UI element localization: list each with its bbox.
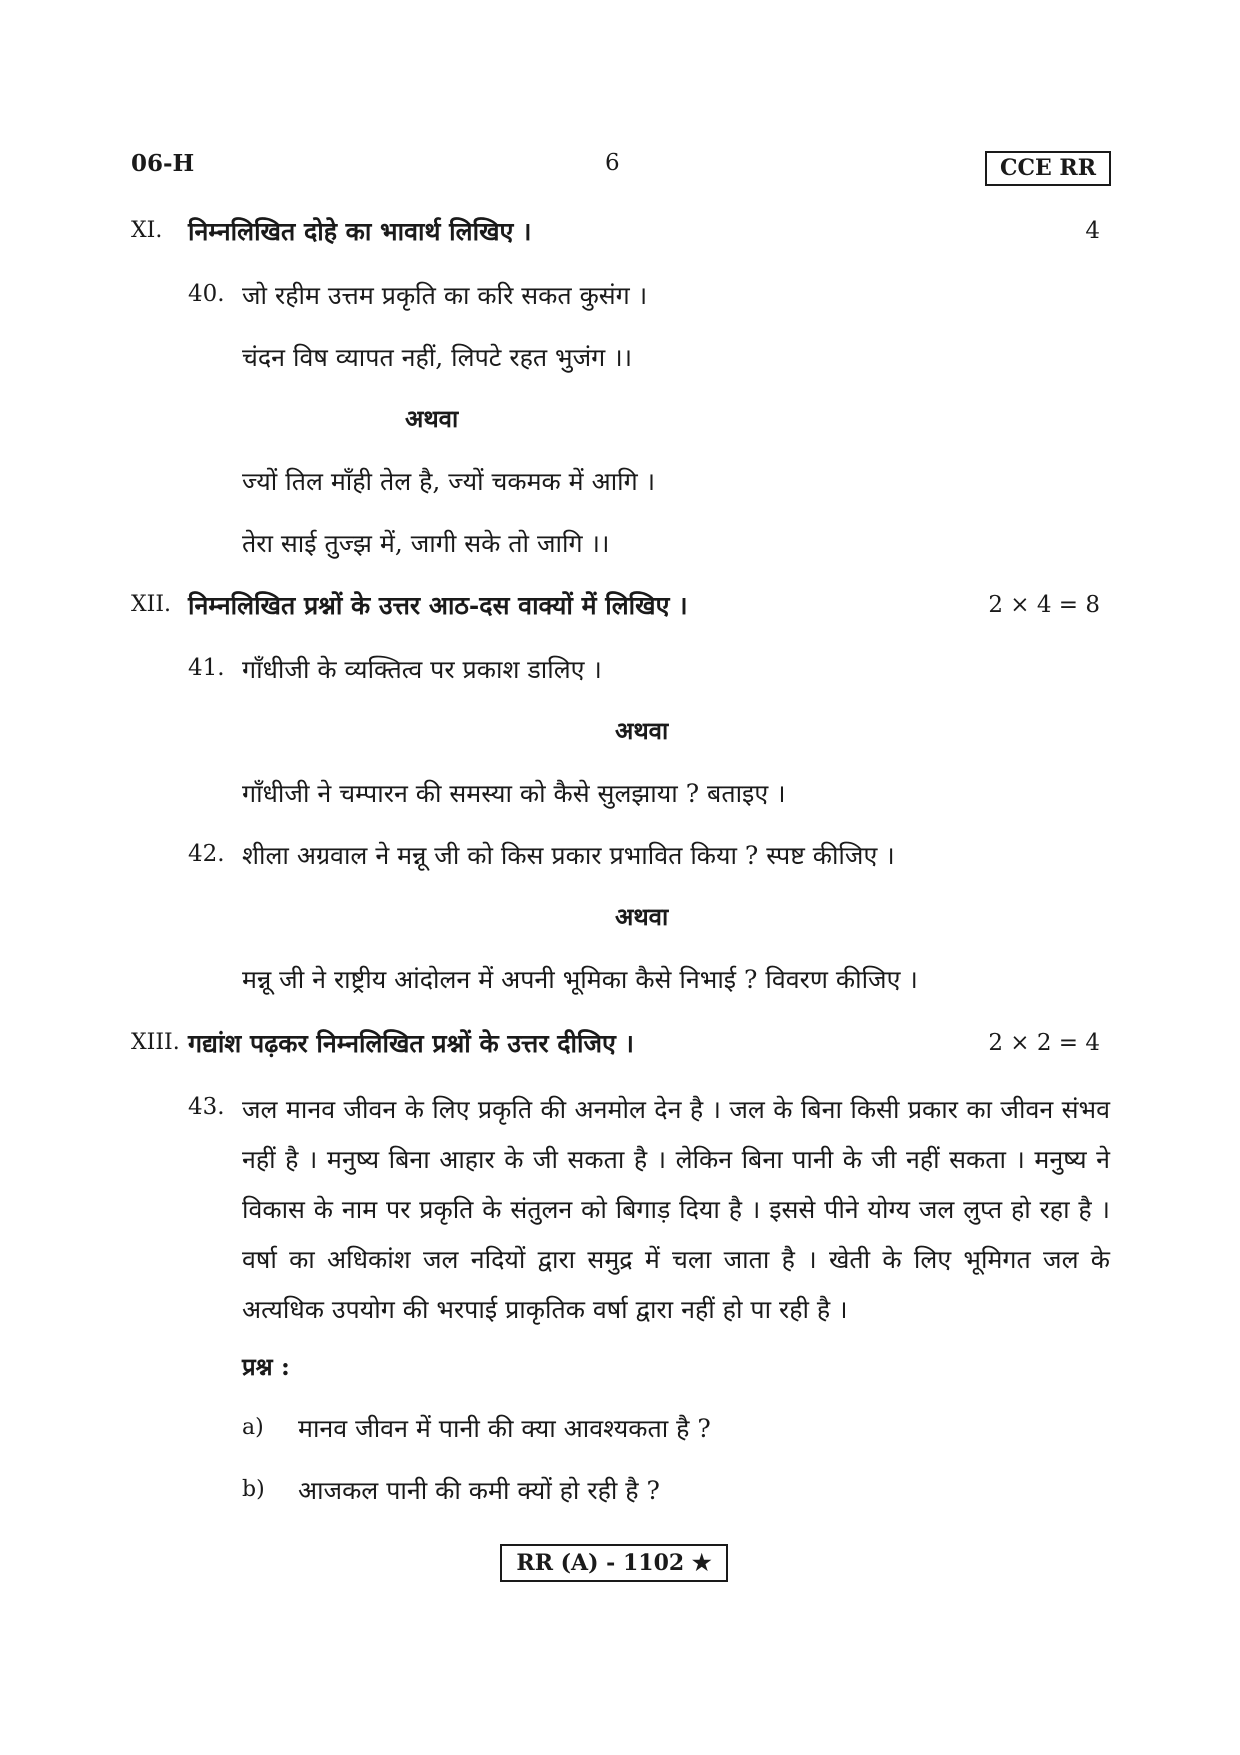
question-40-line-1: जो रहीम उत्तम प्रकृति का करि सकत कुसंग । (242, 281, 648, 310)
question-40-alt-line-1: ज्यों तिल माँही तेल है, ज्यों चकमक में आगि । (242, 467, 656, 496)
question-42-alt-text: मन्नू जी ने राष्ट्रीय आंदोलन में अपनी भूमिका कैसे निभाई ? विवरण कीजिए । (242, 965, 918, 994)
page-number: 6 (605, 150, 620, 176)
question-41-alt-text: गाँधीजी ने चम्पारन की समस्या को कैसे सुलझाया ? बताइए । (242, 779, 786, 808)
question-40-number: 40. (188, 281, 225, 307)
section-xi-title: निम्नलिखित दोहे का भावार्थ लिखिए । (188, 217, 532, 246)
section-xi-number: XI. (131, 218, 163, 243)
question-41-text: गाँधीजी के व्यक्तित्व पर प्रकाश डालिए । (242, 655, 602, 684)
paper-code: 06-H (131, 150, 195, 177)
section-xiii-title: गद्यांश पढ़कर निम्नलिखित प्रश्नों के उत्तर दीजिए । (188, 1029, 635, 1058)
question-40-or: अथवा (405, 404, 459, 433)
footer-code-box: RR (A) - 1102 ★ (500, 1544, 728, 1582)
sub-question-a-letter: a) (242, 1415, 264, 1440)
section-xi-marks: 4 (1085, 218, 1100, 244)
section-xii-title: निम्नलिखित प्रश्नों के उत्तर आठ-दस वाक्यों में लिखिए । (188, 591, 688, 620)
section-xii-marks: 2 × 4 = 8 (988, 592, 1100, 618)
sub-question-a-text: मानव जीवन में पानी की क्या आवश्यकता है ? (298, 1414, 711, 1443)
sub-question-b-letter: b) (242, 1477, 265, 1502)
question-40-alt-line-2: तेरा साई तुज्झ में, जागी सके तो जागि ।। (242, 529, 610, 558)
section-xii-number: XII. (131, 592, 172, 617)
question-43-number: 43. (188, 1094, 225, 1120)
question-41-number: 41. (188, 655, 225, 681)
section-xiii-number: XIII. (131, 1030, 180, 1055)
question-42-or: अथवा (615, 902, 669, 931)
question-43-passage: जल मानव जीवन के लिए प्रकृति की अनमोल देन है । जल के बिना किसी प्रकार का जीवन संभव नहीं है । मनुष्य बिना आहार के जी सकता है । लेकिन बिना पानी के जी नहीं सकता । मनुष्य ने विकास के नाम पर प्रकृति के संतुलन को बिगाड़ दिया है । इससे पीने योग्य जल लुप्त हो रहा है । वर्षा का अधिकांश जल नदियों द्वारा समुद्र में चला जाता है । खेती के लिए भूमिगत जल के अत्यधिक उपयोग की भरपाई प्राकृतिक वर्षा द्वारा नहीं हो पा रही है । (242, 1095, 1110, 1324)
question-41-or: अथवा (615, 716, 669, 745)
question-42-number: 42. (188, 841, 225, 867)
sub-question-b-text: आजकल पानी की कमी क्यों हो रही है ? (298, 1476, 660, 1505)
section-xiii-marks: 2 × 2 = 4 (988, 1030, 1100, 1056)
question-42-text: शीला अग्रवाल ने मन्नू जी को किस प्रकार प्रभावित किया ? स्पष्ट कीजिए । (242, 841, 895, 870)
header-box-label: CCE RR (985, 151, 1111, 186)
question-40-line-2: चंदन विष व्यापत नहीं, लिपटे रहत भुजंग ।। (242, 343, 633, 372)
questions-label: प्रश्न : (242, 1352, 290, 1381)
